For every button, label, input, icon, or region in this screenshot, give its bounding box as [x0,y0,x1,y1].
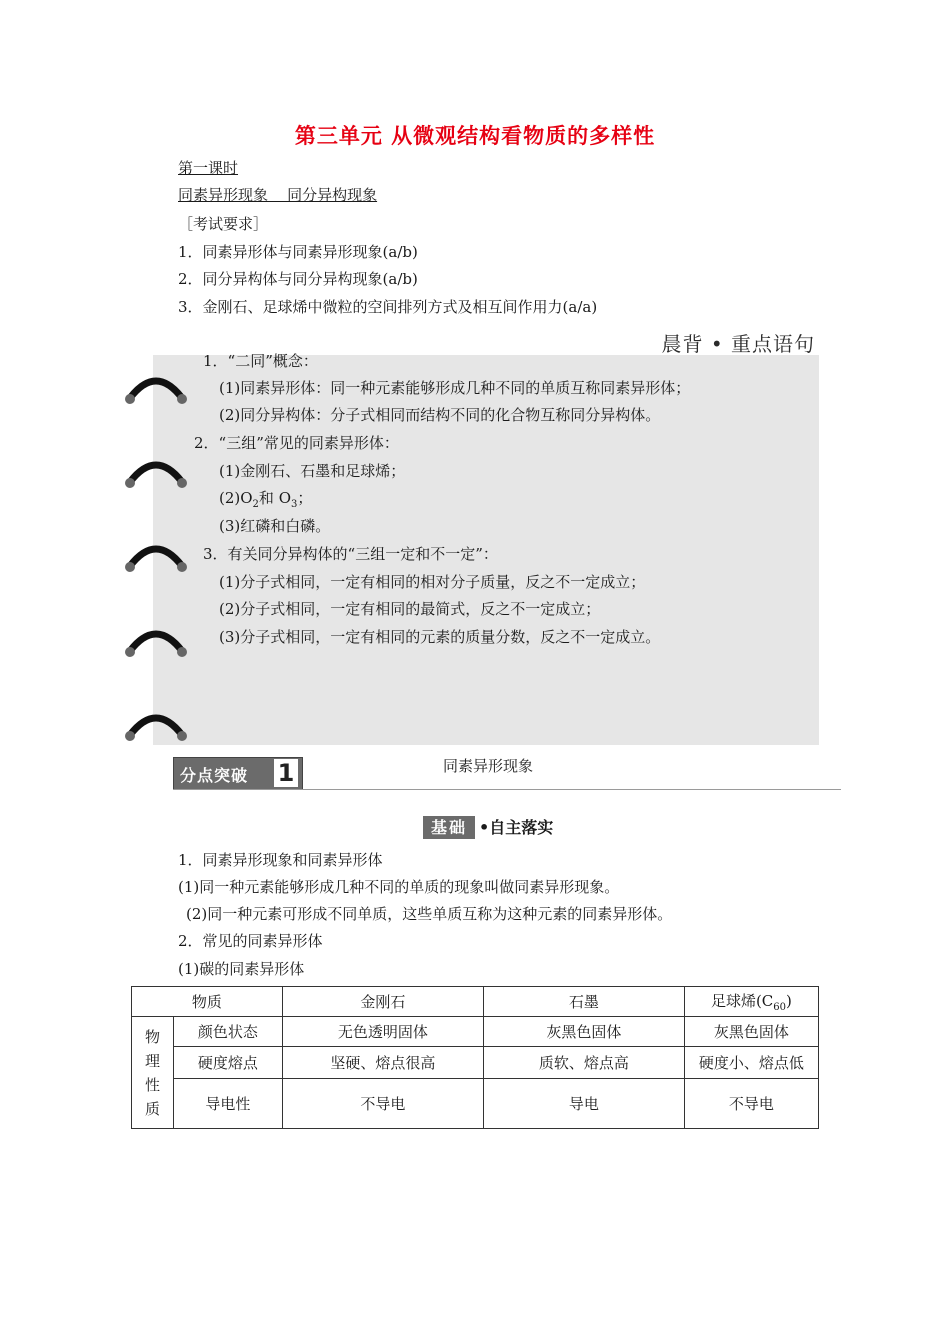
binder-ring-icon [124,621,188,661]
page-title: 第三单元 从微观结构看物质的多样性 [294,124,656,148]
section-divider [173,789,841,790]
table-header-cell: 物质 [132,987,283,1017]
table-cell: 无色透明固体 [282,1017,483,1047]
memo-line: 2．“三组”常见的同素异形体： [194,434,399,452]
memo-line: (3)分子式相同，一定有相同的元素的质量分数，反之不一定成立。 [219,628,661,646]
group-label-cell: 物 理 性 质 [132,1017,174,1129]
table-cell: 坚硬、熔点很高 [282,1047,483,1079]
carbon-allotropes-table [131,986,819,1129]
table-cell: 不导电 [282,1079,483,1129]
table-cell: 质软、熔点高 [483,1047,684,1079]
body-line: (2)同一种元素可形成不同单质，这些单质互称为这种元素的同素异形体。 [186,905,673,923]
binder-ring-icon [124,452,188,492]
table-header-row [132,987,819,1017]
memo-line: (2)分子式相同，一定有相同的最简式，反之不一定成立； [219,600,601,618]
body-line: (1)碳的同素异形体 [178,960,305,978]
table-cell: 不导电 [684,1079,818,1129]
memo-line: 1．“二同”概念： [203,352,318,370]
table-cell: 导电性 [174,1079,283,1129]
table-header-cell: 石墨 [483,987,684,1017]
exam-item-2: 2．同分异构体与同分异构现象(a/b) [178,270,418,288]
table-cell: 灰黑色固体 [483,1017,684,1047]
memorize-header: 晨背 • 重点语句 [661,332,815,356]
exam-item-3: 3．金刚石、足球烯中微粒的空间排列方式及相互间作用力(a/a) [178,298,598,316]
section-badge-text: 分点突破 [180,766,249,785]
body-line: 1．同素异形现象和同素异形体 [178,851,383,869]
basic-badge: 基础 [423,816,475,839]
section-title: 同素异形现象 [443,757,534,775]
lesson-name: 同素异形现象 同分异构现象 [178,186,378,204]
table-header-cell: 金刚石 [282,987,483,1017]
table-cell: 导电 [483,1079,684,1129]
table-row [132,1047,819,1079]
binder-ring-icon [124,536,188,576]
body-line: (1)同一种元素能够形成几种不同的单质的现象叫做同素异形现象。 [178,878,620,896]
binder-ring-icon [124,705,188,745]
memo-line: 3．有关同分异构体的“三组一定和不一定”： [203,545,498,563]
basic-subtitle: •自主落实 [479,818,554,837]
table-row [132,1017,819,1047]
table-cell: 硬度熔点 [174,1047,283,1079]
memo-line: (1)分子式相同，一定有相同的相对分子质量，反之不一定成立； [219,573,646,591]
memo-line: (1)金刚石、石墨和足球烯； [219,462,406,480]
binder-ring-icon [124,368,188,408]
memo-line-o2-o3: $(2)O_2$和 $O_3$； [219,489,313,510]
table-header-cell: 足球烯$(C_{60})$ [684,987,818,1017]
body-line: 2．常见的同素异形体 [178,932,323,950]
table-row [132,1079,819,1129]
exam-item-1: 1．同素异形体与同素异形现象(a/b) [178,243,418,261]
exam-heading: ［考试要求］ [178,215,269,233]
section-badge-number: 1 [274,759,298,787]
lesson-number: 第一课时 [178,159,239,177]
section-badge [173,757,303,790]
table-cell: 颜色状态 [174,1017,283,1047]
memo-line: (1)同素异形体：同一种元素能够形成几种不同的单质互称同素异形体； [219,379,691,397]
memo-line: (3)红磷和白磷。 [219,517,331,535]
memo-line: (2)同分异构体：分子式相同而结构不同的化合物互称同分异构体。 [219,406,661,424]
table-cell: 灰黑色固体 [684,1017,818,1047]
table-cell: 硬度小、熔点低 [684,1047,818,1079]
